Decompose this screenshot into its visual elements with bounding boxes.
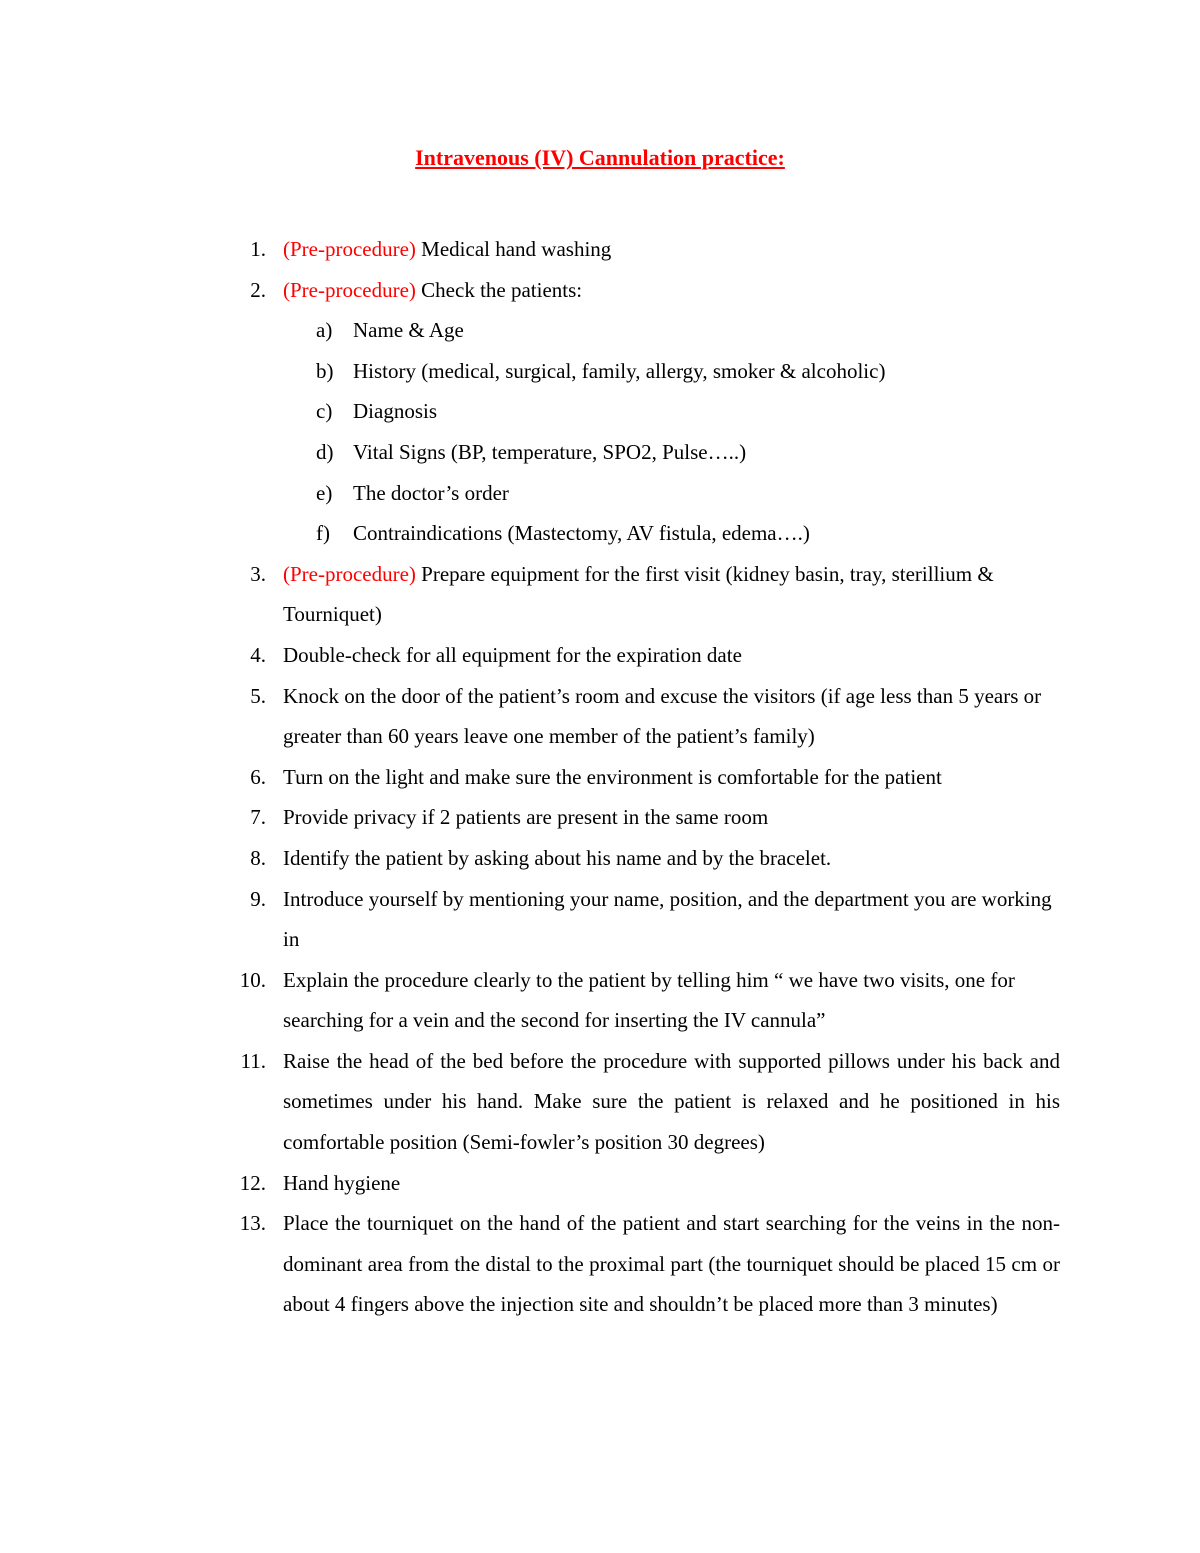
sub-item (283, 473, 1060, 514)
sub-item (283, 351, 1060, 392)
sub-text: Vital Signs (BP, temperature, SPO2, Pulse…..) (353, 439, 747, 464)
sub-text: Name & Age (353, 318, 464, 343)
step-body: Prepare equipment for the first visit (kidney basin, tray, sterillium & Tourniquet) (283, 561, 994, 627)
step-text (283, 270, 1060, 311)
step-text: Identify the patient by asking about his name and by the bracelet. (283, 845, 832, 870)
step-item (0, 1041, 1060, 1163)
step-item (0, 1203, 1060, 1325)
step-item (0, 676, 1060, 757)
step-item (0, 879, 1060, 960)
step-number: 11. (240, 1048, 266, 1073)
step-number: 1. (250, 237, 266, 261)
sub-letter: d) (316, 439, 334, 464)
step-item (0, 1163, 1060, 1204)
procedure-steps-list (0, 229, 1200, 1325)
step-number: 4. (250, 642, 266, 667)
step-number: 3. (250, 561, 266, 586)
step-text (283, 229, 1060, 270)
step-text: Raise the head of the bed before the procedure with supported pillows under his back and sometimes under his hand. Make sure the patient is relaxed and he positioned in his comfortable position (Semi-fowler’s position 30 degrees) (283, 1048, 1060, 1155)
sub-item (283, 513, 1060, 554)
sub-text: The doctor’s order (353, 480, 509, 505)
step-item (0, 270, 1060, 554)
step-text: Explain the procedure clearly to the patient by telling him “ we have two visits, one for searching for a vein and the second for inserting the IV cannula” (283, 967, 1015, 1033)
step-item (0, 960, 1060, 1041)
sub-item (283, 391, 1060, 432)
step-body: Check the patients: (415, 277, 583, 302)
step-number: 8. (250, 845, 266, 870)
step-number: 2. (250, 277, 266, 302)
step-body: Medical hand washing (415, 237, 612, 261)
step-text: Place the tourniquet on the hand of the patient and start searching for the veins in the non-dominant area from the distal to the proximal part (the tourniquet should be placed 15 cm or about 4 fingers above the injection site and shouldn’t be placed more than 3 minutes) (283, 1211, 1060, 1317)
patient-check-sublist (283, 310, 1060, 554)
pre-procedure-tag: (Pre-procedure) (283, 237, 416, 261)
sub-item (283, 432, 1060, 473)
step-item (0, 838, 1060, 879)
sub-text: Diagnosis (353, 399, 437, 424)
step-number: 6. (250, 764, 266, 789)
step-number: 7. (250, 805, 266, 830)
document-title: Intravenous (IV) Cannulation practice: (415, 145, 785, 170)
step-item (0, 757, 1060, 798)
step-number: 5. (250, 683, 266, 708)
pre-procedure-tag: (Pre-procedure) (283, 277, 416, 302)
step-text: Knock on the door of the patient’s room and excuse the visitors (if age less than 5 years or greater than 60 years leave one member of the patient’s family) (283, 683, 1042, 749)
step-number: 9. (250, 886, 266, 911)
sub-text: History (medical, surgical, family, allergy, smoker & alcoholic) (353, 358, 886, 383)
sub-letter: c) (316, 399, 333, 424)
step-number: 10. (239, 967, 266, 992)
sub-letter: b) (316, 358, 334, 383)
sub-letter: e) (316, 480, 333, 505)
step-text: Introduce yourself by mentioning your name, position, and the department you are working in (283, 886, 1052, 952)
step-item (0, 635, 1060, 676)
step-text: Provide privacy if 2 patients are present in the same room (283, 805, 769, 830)
step-item (0, 797, 1060, 838)
step-number: 12. (239, 1170, 266, 1195)
sub-text: Contraindications (Mastectomy, AV fistula, edema….) (353, 521, 810, 546)
step-item (0, 229, 1060, 270)
step-text: Double-check for all equipment for the expiration date (283, 642, 742, 667)
step-text: Hand hygiene (283, 1170, 401, 1195)
step-number: 13. (239, 1211, 266, 1236)
sub-letter: a) (316, 318, 333, 343)
sub-letter: f) (316, 521, 330, 546)
step-text (283, 554, 1060, 635)
sub-item (283, 310, 1060, 351)
step-item (0, 554, 1060, 635)
step-text: Turn on the light and make sure the environment is comfortable for the patient (283, 764, 942, 789)
pre-procedure-tag: (Pre-procedure) (283, 561, 416, 586)
